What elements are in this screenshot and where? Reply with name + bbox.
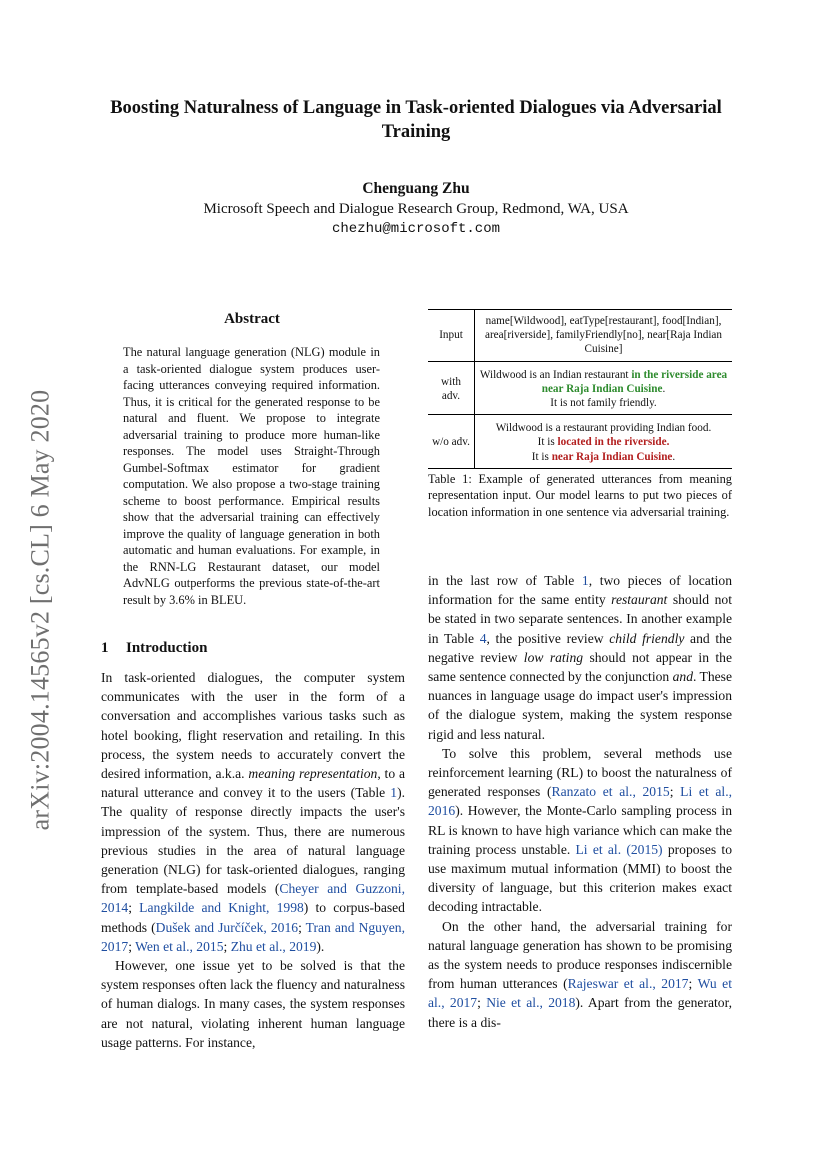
intro-paragraph-1 [101,668,405,956]
section-heading-introduction [101,640,207,657]
section-number: 1 [101,640,109,656]
table-row-input [428,310,732,362]
author-affiliation: Microsoft Speech and Dialogue Research Group, Redmond, WA, USA [203,201,629,217]
arxiv-identifier-stamp [20,360,60,860]
with-adv-output [475,361,733,415]
citation-link[interactable]: Cheyer and Guzzoni, 2014 [101,881,405,916]
citation-link[interactable]: Langkilde and Knight, 1998 [139,900,304,916]
table-ref-1[interactable]: 1 [581,573,589,588]
text-run: should not appear in the same sentence connected by the conjunction [428,649,732,685]
input-meaning-representation: name[Wildwood], eatType[restaurant], food[Indian], area[riverside], familyFriendly[no], near[Raja Indian Cuisine] [484,315,722,356]
text-run: and the negative review [428,630,732,665]
text-run: , two pieces of location information for the same entity [428,573,732,608]
text-run: ; [128,938,136,954]
abstract-heading: Abstract [224,311,280,327]
row-label-input: Input [428,310,475,362]
highlight-red: near Raja Indian Cuisine [551,450,673,463]
citation-link[interactable]: Rajeswar et al., 2017 [567,976,689,992]
citation-link[interactable]: Ranzato et al., 2015 [551,784,670,800]
citation-link[interactable]: Wen et al., 2015 [135,938,224,954]
text-run: ). However, the Monte-Carlo sampling process in RL is known to have high variance which can make the training process unstable. [428,803,732,857]
citation-link[interactable]: Dušek and Jurčíček, 2016 [155,919,299,935]
text-run: Wildwood is a restaurant providing Indian food. [495,422,712,435]
row-label-without-adv: w/o adv. [428,415,475,469]
left-column-text [101,668,405,1052]
text-run: in the last row of Table [428,573,582,588]
table-ref-4[interactable]: 4 [479,630,487,646]
emphasis-meaning-representation: meaning representation [248,766,378,782]
text-run: ; [223,938,231,954]
text-run: ; [688,976,698,992]
text-run: ). [316,938,325,954]
table-row-with-adv [428,361,732,415]
right-paragraph-1 [428,571,732,744]
citation-link[interactable]: Li et al. (2015) [575,841,663,857]
example-table [428,309,732,469]
highlight-green: in the riverside area near Raja Indian Cuisine [541,368,728,395]
text-run: It is [537,436,558,449]
author-name: Chenguang Zhu [362,180,470,197]
text-run: In task-oriented dialogues, the computer system communicates with the user in the form of a conversation and accomplishes various tasks such as hotel booking, flight reservation and retailing. In this process, the system needs to accurately convert the desired information, a.k.a. [101,670,405,782]
text-run: ). Apart from the generator, there is a dis- [428,995,732,1030]
text-run: proposes to use maximum mutual information (MMI) to boost the diversity of language, but this criterion makes exact decoding intractable. [428,841,732,915]
text-run: should not be stated in two separate sentences. In another example in Table [428,592,732,646]
citation-link[interactable]: Zhu et al., 2019 [230,938,317,954]
right-paragraph-2 [428,744,732,917]
right-column-text [428,571,732,1032]
author-email: chezhu@microsoft.com [331,221,501,237]
text-run: It is not family friendly. [550,397,657,410]
text-run: . [672,450,676,463]
citation-link[interactable]: Wu et al., 2017 [428,976,732,1011]
table-row-without-adv [428,415,732,469]
text-run: ; [477,995,487,1011]
abstract-body: The natural language generation (NLG) module in a task-oriented dialogue system produces user-facing utterances conveying required information. Thus, it is critical for the generated response to be natural and fluent. We propose to integrate adversarial training to produce more human-like responses. The model uses Straight-Through Gumbel-Softmax estimator for gradient computation. We also propose a two-stage training scheme to boost performance. Empirical results show that the adversarial training can effectively improve the quality of language generation in both automatic and human evaluations. For example, in the RNN-LG Restaurant dataset, our model AdvNLG outperforms the previous state-of-the-art result by 3.6% in BLEU. [123,345,380,607]
emphasis: restaurant [611,592,668,608]
text-run: . These nuances in language usage do impact user's impression of the dialogue system, making the system response rigid and less natural. [428,669,733,742]
text-run: . [662,382,666,395]
right-paragraph-3 [428,917,732,1032]
section-title: Introduction [126,640,208,656]
table-caption: Table 1: Example of generated utterances from meaning representation input. Our model learns to put two pieces of location information in one sentence via adversarial training. [428,472,732,519]
text-run: ) to corpus-based methods ( [101,900,405,935]
text-run: It is [531,450,552,463]
intro-paragraph-2: However, one issue yet to be solved is that the system responses often lack the fluency and naturalness of human dialogs. In many cases, the system responses are not natural, violating inherent human language usage patterns. For instance, [101,958,405,1050]
row-label-with-adv: with adv. [428,361,475,415]
text-run: ). The quality of response directly impacts the user's impression of the system. Thus, there are numerous previous studies in the area of natural language generation (NLG) for task-oriented dialogues, ranging from template-based models ( [101,785,405,897]
without-adv-output [475,415,733,469]
text-run: , the positive review [486,630,610,646]
emphasis: child friendly [609,630,685,646]
citation-link[interactable]: Li et al., 2016 [428,784,732,819]
citation-link[interactable]: Nie et al., 2018 [486,995,576,1011]
text-run: ; [669,784,681,800]
text-run: To solve this problem, several methods use reinforcement learning (RL) to boost the naturalness of generated responses ( [428,745,732,800]
table-ref-1[interactable]: 1 [390,785,398,801]
text-run: ; [298,919,306,935]
text-run: ; [128,900,140,916]
citation-link[interactable]: Tran and Nguyen, 2017 [101,919,406,954]
text-run: Wildwood is an Indian restaurant [479,368,632,381]
emphasis: and [672,669,693,685]
arxiv-identifier-text: arXiv:2004.14565v2 [cs.CL] 6 May 2020 [25,389,54,831]
text-run: On the other hand, the adversarial training for natural language generation has shown to be promising as the system needs to produce responses indiscernible from human utterances ( [428,918,732,992]
emphasis: low rating [523,649,584,665]
highlight-red: located in the riverside. [557,436,670,449]
paper-title: Boosting Naturalness of Language in Task-oriented Dialogues via Adversarial Training [110,98,722,142]
text-run: , to a natural utterance and convey it to the users (Table [101,766,405,801]
